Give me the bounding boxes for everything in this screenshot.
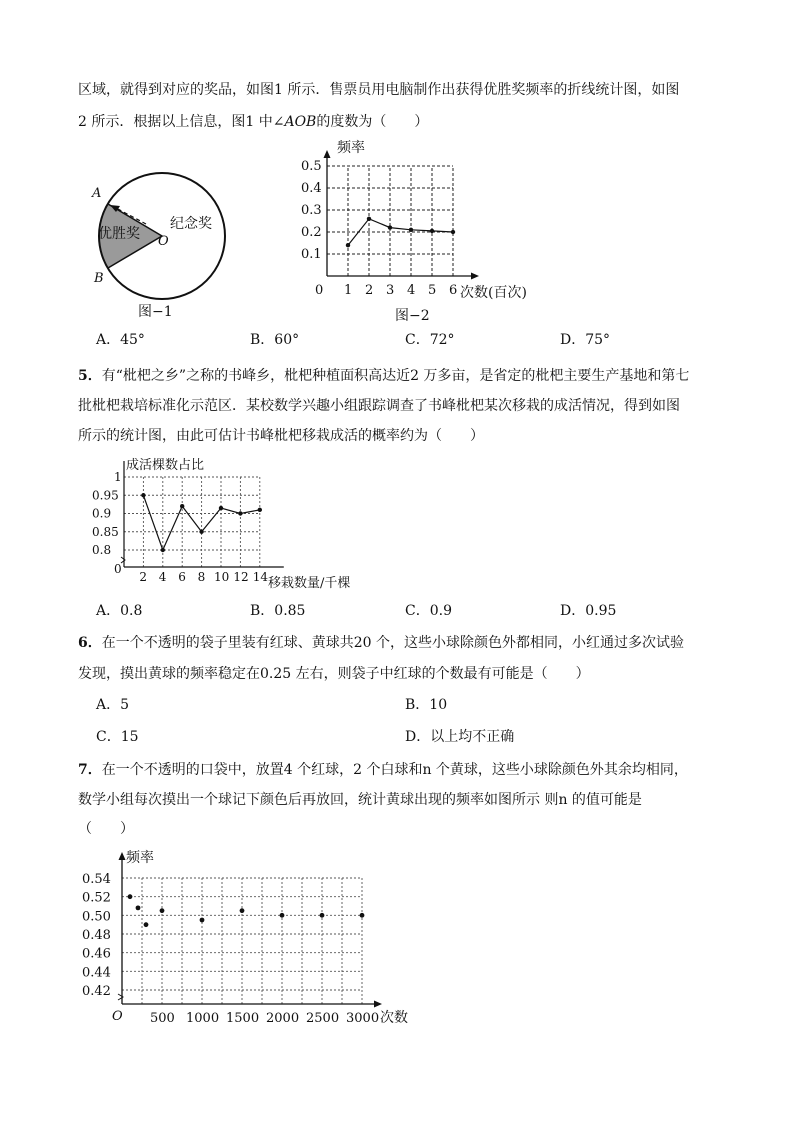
fig2-ylabel: 频率 (337, 140, 365, 156)
q7-data-point (320, 913, 325, 918)
q7-text-line2: 数学小组每次摸出一个球记下颜色后再放回，统计黄球出现的频率如图所示 则n 的值可能是 (78, 792, 642, 808)
fig2-y-arrow-icon (324, 150, 331, 158)
q5-y-tick-label: 0.85 (92, 524, 119, 539)
q7-chart (82, 846, 428, 1031)
q7-x-tick-label: 2000 (266, 1011, 300, 1026)
q7-x-tick-label: 3000 (346, 1011, 380, 1026)
q7-ylabel: 频率 (126, 850, 154, 866)
fig2-x-tick-label: 1 (344, 283, 353, 298)
fig2-data-point (367, 217, 371, 221)
q4-option-b[interactable]: B．60° (250, 332, 300, 348)
q5-data-point (180, 504, 184, 508)
fig2-data-point (388, 225, 392, 229)
q5-data-point (161, 548, 165, 552)
other-sector-label: 纪念奖 (170, 216, 212, 232)
q4-figure1 (88, 162, 238, 322)
fig2-xlabel: 次数(百次) (460, 285, 527, 301)
q5-x-tick-label: 14 (252, 570, 269, 584)
q5-option-d[interactable]: D．0.95 (560, 603, 617, 619)
q7-x-arrow-icon (374, 1001, 382, 1008)
fig2-data-point (451, 230, 455, 234)
q4-figure2-chart (295, 138, 555, 328)
q5-y-tick-label: 0.9 (92, 506, 112, 521)
q5-xlabel: 移栽数量/千棵 (268, 576, 351, 591)
q7-origin: O (112, 1009, 123, 1024)
figure1-caption: 图−1 (138, 304, 173, 320)
q6-option-b[interactable]: B．10 (405, 697, 448, 713)
q7-text-line1: 7．在一个不透明的口袋中，放置4 个红球，2 个白球和n 个黄球，这些小球除颜色外其余均相同， (78, 762, 688, 778)
fig2-data-point (409, 228, 413, 232)
fig2-x-tick-label: 2 (365, 283, 374, 298)
q5-text-line3: 所示的统计图，由此可估计书峰枇杷移栽成活的概率约为（ ） (78, 428, 484, 444)
q7-y-tick-label: 0.52 (82, 890, 111, 906)
q5-text-line2: 批枇杷栽培标准化示范区．某校数学兴趣小组跟踪调查了书峰枇杷某次移栽的成活情况，得到如图 (78, 398, 680, 414)
fig2-data-point (430, 229, 434, 233)
q5-ylabel: 成活棵数占比 (126, 458, 205, 473)
q5-y-tick-label: 0.95 (92, 488, 119, 503)
q7-y-tick-label: 0.50 (82, 909, 111, 925)
q7-x-tick-label: 1500 (226, 1011, 260, 1026)
q5-y-tick-label: 1 (114, 470, 122, 484)
q7-y-arrow-icon (119, 852, 126, 860)
fig2-y-tick-label: 0.1 (301, 247, 322, 262)
q7-data-point (128, 894, 133, 899)
q5-chart (88, 455, 388, 595)
q5-text-line1: 5．有“枇杷之乡”之称的书峰乡，枇杷种植面积高达近2 万多亩，是省定的枇杷主要生产基地和第七 (78, 368, 690, 384)
q5-x-tick-label: 8 (197, 570, 206, 584)
q5-origin: 0 (114, 562, 122, 576)
q5-option-b[interactable]: B．0.85 (250, 603, 306, 619)
q7-data-point (240, 908, 245, 913)
q5-data-point (258, 508, 262, 512)
q5-data-point (219, 506, 223, 510)
q7-y-tick-label: 0.44 (82, 965, 111, 981)
q4-option-c[interactable]: C．72° (405, 332, 455, 348)
q5-option-c[interactable]: C．0.9 (405, 603, 452, 619)
q6-text-line1: 6．在一个不透明的袋子里装有红球、黄球共20 个，这些小球除颜色外都相同，小红通过多次试验 (78, 635, 685, 651)
q7-data-point (144, 922, 149, 927)
q7-y-tick-label: 0.46 (82, 946, 111, 962)
q5-x-tick-label: 12 (233, 570, 249, 584)
q6-option-c[interactable]: C．15 (96, 729, 139, 745)
q5-data-point (238, 511, 242, 515)
q5-x-tick-label: 4 (158, 570, 167, 584)
point-b-label: B (94, 271, 104, 286)
fig2-x-tick-label: 3 (386, 283, 395, 298)
q7-data-point (360, 913, 365, 918)
q4-text-line2: 2 所示．根据以上信息，图1 中∠AOB的度数为（ ） (78, 114, 429, 130)
q7-text-line3: （ ） (78, 821, 134, 837)
fig2-x-tick-label: 4 (407, 283, 416, 298)
q6-text-line2: 发现，摸出黄球的频率稳定在0.25 左右，则袋子中红球的个数最有可能是（ ） (78, 666, 590, 682)
point-a-label: A (92, 186, 102, 201)
q7-x-tick-label: 2500 (306, 1011, 340, 1026)
q7-y-tick-label: 0.54 (82, 872, 111, 887)
q7-x-tick-label: 500 (150, 1011, 175, 1026)
q7-x-tick-label: 1000 (186, 1011, 220, 1026)
q4-option-d[interactable]: D．75° (560, 332, 611, 348)
q5-data-point (141, 493, 145, 497)
q5-x-tick-label: 10 (214, 570, 230, 584)
q7-data-point (280, 913, 285, 918)
fig2-y-tick-label: 0.4 (301, 181, 322, 196)
q7-y-tick-label: 0.42 (82, 984, 111, 999)
q6-option-d[interactable]: D．以上均不正确 (405, 729, 515, 745)
fig2-origin: 0 (315, 283, 324, 298)
q5-data-point (199, 530, 203, 534)
fig2-data-point (346, 243, 350, 247)
sector-label: 优胜奖 (98, 226, 140, 242)
q5-x-tick-label: 2 (139, 570, 148, 584)
fig2-x-tick-label: 5 (428, 283, 437, 298)
q7-data-point (136, 905, 141, 910)
q7-data-point (160, 908, 165, 913)
q7-data-point (200, 918, 205, 923)
q5-x-tick-label: 6 (178, 570, 186, 584)
q5-option-a[interactable]: A．0.8 (96, 603, 143, 619)
q4-text-line1: 区域，就得到对应的奖品，如图1 所示．售票员用电脑制作出获得优胜奖频率的折线统计图，如图 (78, 82, 680, 98)
q7-xlabel: 次数 (380, 1010, 408, 1026)
fig2-x-tick-label: 6 (449, 283, 458, 298)
point-o-label: O (158, 234, 169, 249)
figure2-caption: 图−2 (395, 308, 430, 324)
q7-y-tick-label: 0.48 (82, 928, 111, 943)
q4-option-a[interactable]: A．45° (96, 332, 145, 348)
fig2-y-tick-label: 0.2 (301, 225, 322, 240)
fig2-y-tick-label: 0.3 (301, 203, 322, 218)
q5-y-tick-label: 0.8 (92, 543, 112, 557)
q6-option-a[interactable]: A．5 (96, 697, 130, 713)
fig2-y-tick-label: 0.5 (301, 159, 322, 174)
fig2-x-arrow-icon (471, 273, 479, 280)
